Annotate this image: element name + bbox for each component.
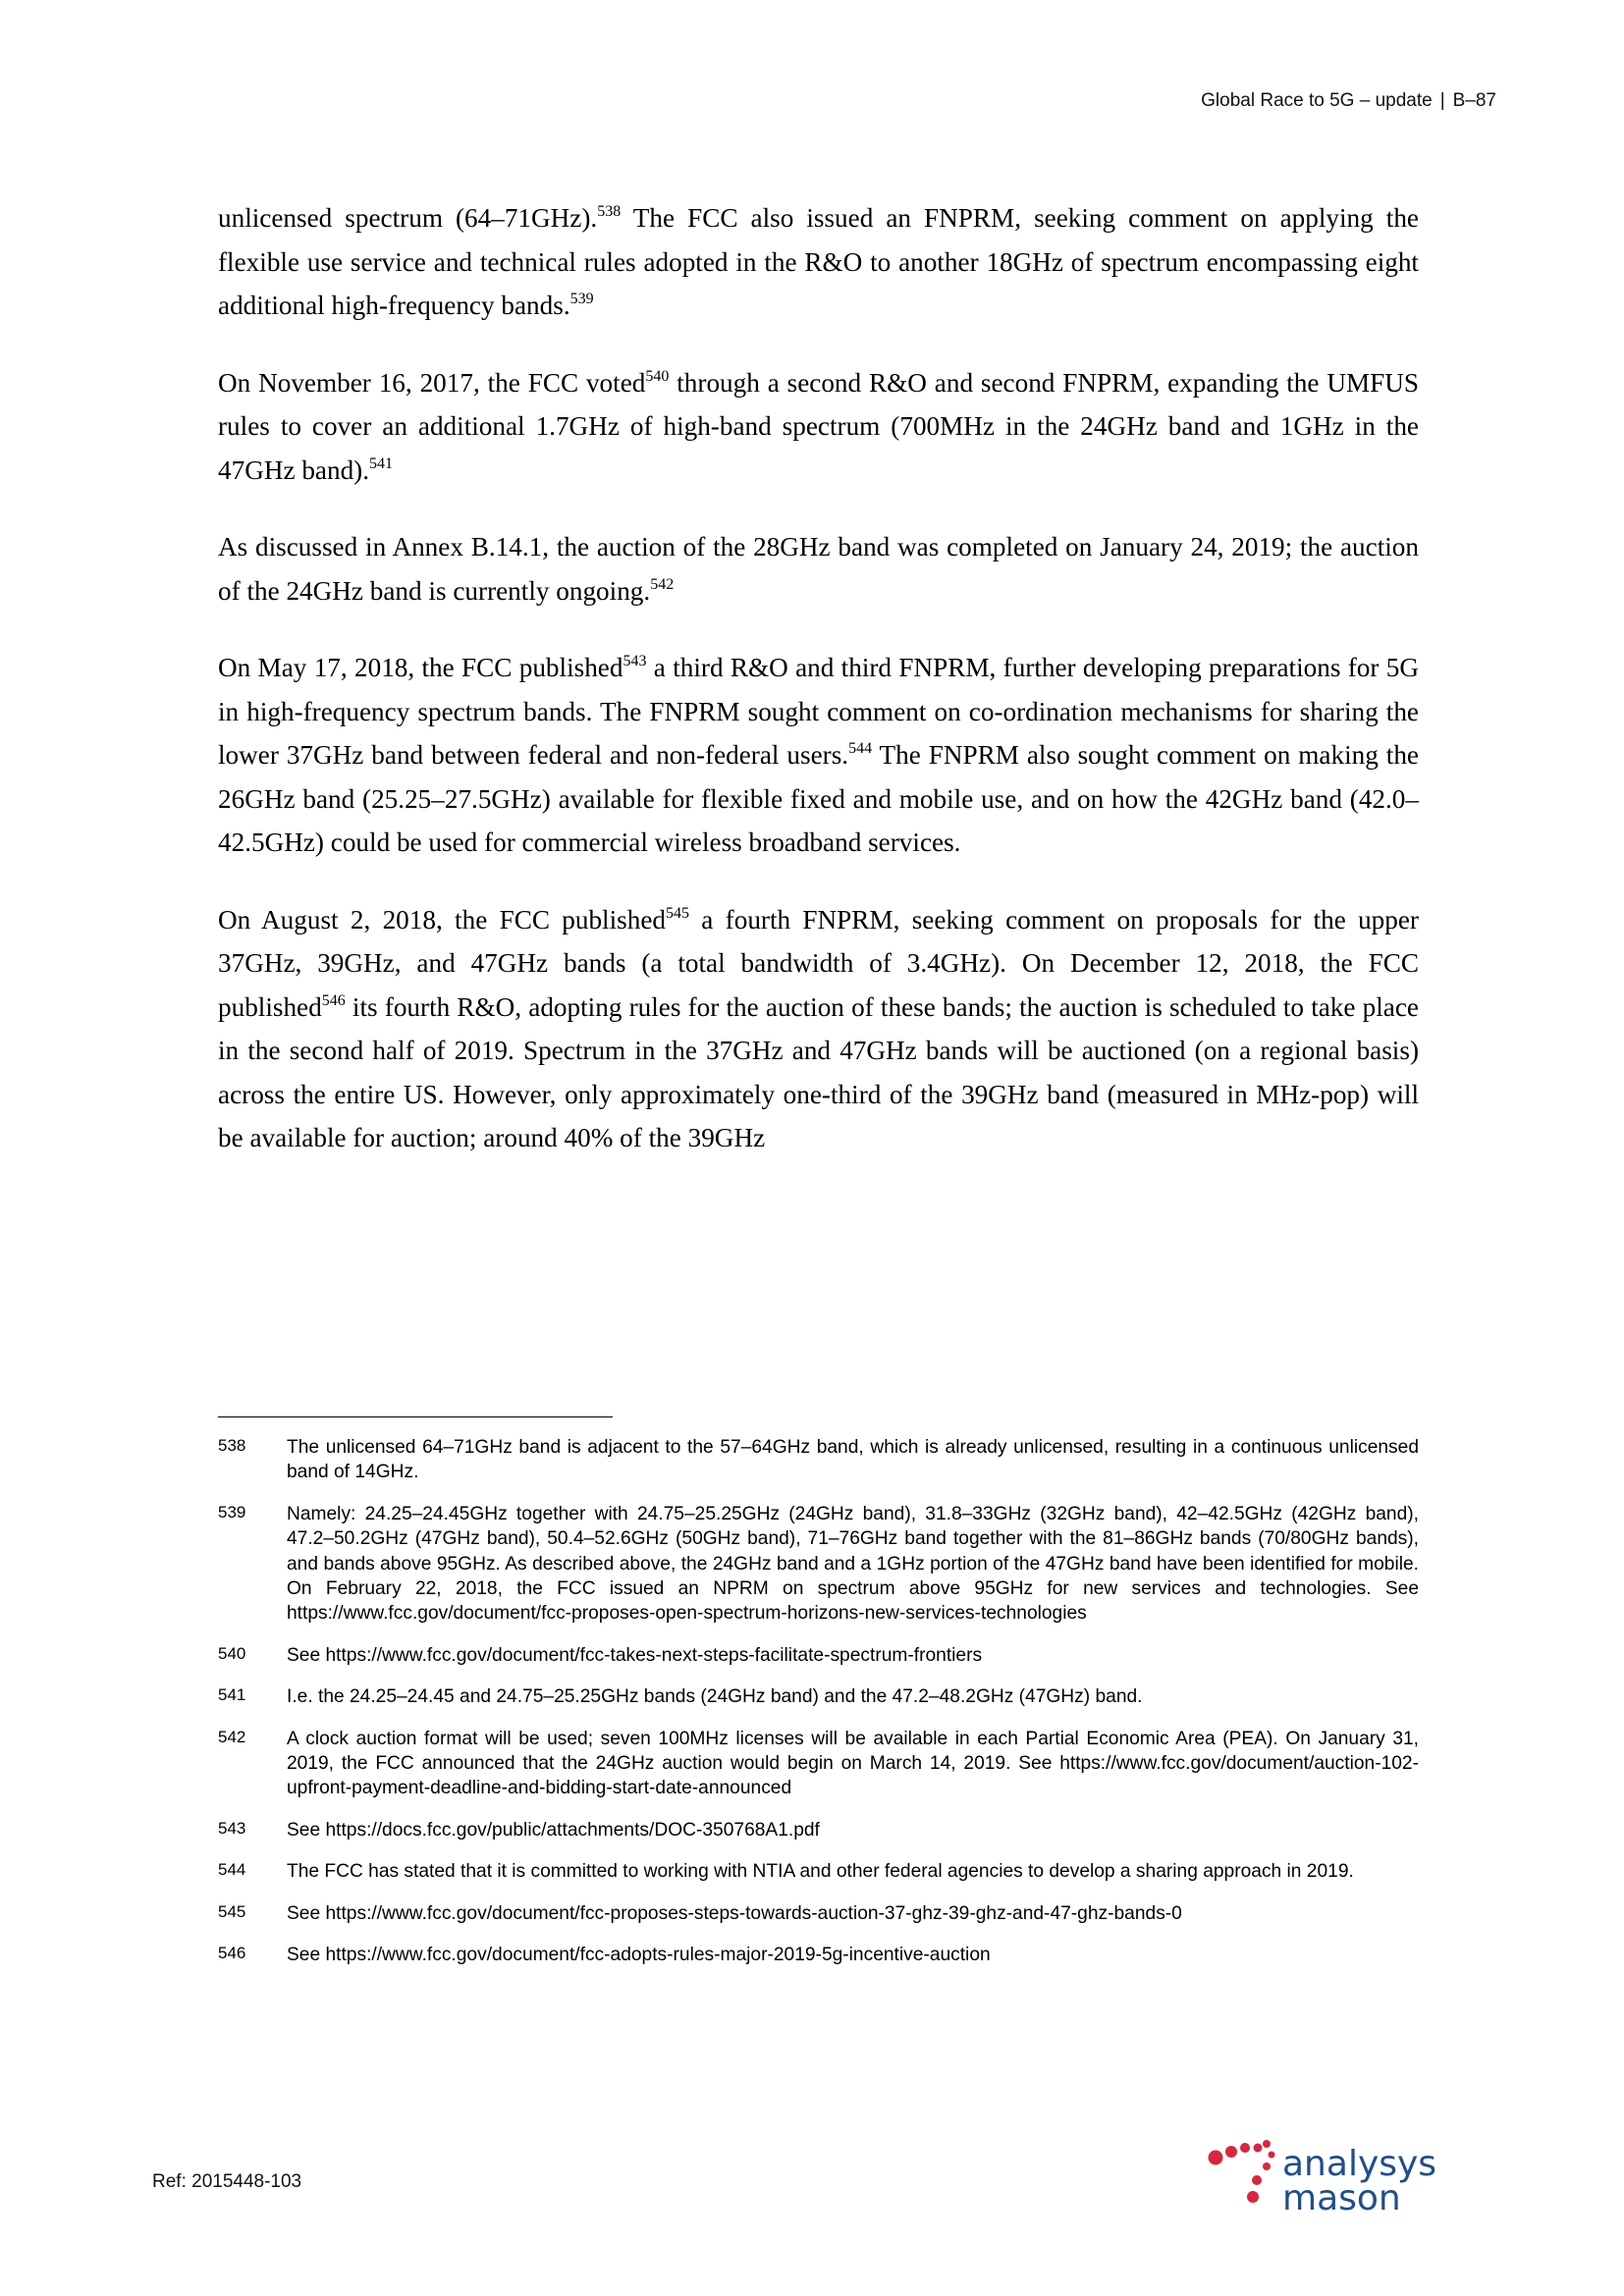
body-paragraph <box>218 898 1419 1160</box>
footnote-text: A clock auction format will be used; seven 100MHz licenses will be available in each Partial Economic Area (PEA). On January 31, 2019, the FCC announced that the 24GHz auction would begin on March 14, 2019. See https://www.fcc.gov/document/auction-102-upfront-payment-deadline-and-bidding-start-date-announced <box>287 1728 1419 1799</box>
footnote-number: 545 <box>218 1901 246 1921</box>
footnote-reference: 543 <box>623 653 647 669</box>
paragraph-text: its fourth R&O, adopting rules for the auction of these bands; the auction is scheduled to take place in the second half of 2019. Spectrum in the 37GHz and 47GHz bands will be auctioned (on a regional basis) across the entire US. However, only approximately one-third of the 39GHz band (measured in MHz-pop) will be available for auction; around 40% of the 39GHz <box>218 991 1419 1152</box>
footnote-text: The unlicensed 64–71GHz band is adjacent to the 57–64GHz band, which is already unlicensed, resulting in a continuous unlicensed band of 14GHz. <box>287 1437 1419 1483</box>
logo-dot <box>1240 2143 1250 2153</box>
footnote-reference: 544 <box>848 740 873 757</box>
footnote <box>218 1943 1419 1967</box>
footnote-number: 541 <box>218 1685 246 1705</box>
footnote-number: 544 <box>218 1860 246 1880</box>
body-paragraph <box>218 196 1419 328</box>
footnote-divider <box>218 1416 613 1417</box>
footnote-number: 543 <box>218 1818 246 1838</box>
paragraph-text: a fourth FNPRM, seeking comment on proposals for the upper 37GHz, 39GHz, and 47GHz bands (a total bandwidth of 3.4GHz). On December 12, 2018, the FCC published <box>218 904 1419 1022</box>
footnote-number: 540 <box>218 1643 246 1663</box>
paragraph-text: a third R&O and third FNPRM, further developing preparations for 5G in high-frequency spectrum bands. The FNPRM sought comment on co-ordination mechanisms for sharing the lower 37GHz band between federal and non-federal users. <box>218 653 1419 770</box>
logo-dot <box>1254 2144 1263 2153</box>
footnote-text: See https://www.fcc.gov/document/fcc-takes-next-steps-facilitate-spectrum-frontiers <box>287 1644 983 1666</box>
paragraph-text: As discussed in Annex B.14.1, the auction of the 28GHz band was completed on January 24, 2019; the auction of the 24GHz band is currently ongoing. <box>218 532 1419 606</box>
header-separator: | <box>1439 90 1445 111</box>
logo-dot <box>1263 2163 1271 2170</box>
footnote-reference: 538 <box>597 203 622 220</box>
page-number: B–87 <box>1452 90 1496 111</box>
footnote <box>218 1818 1419 1842</box>
footnote-reference: 546 <box>321 991 346 1009</box>
footnote-text: See https://docs.fcc.gov/public/attachments/DOC-350768A1.pdf <box>287 1819 820 1841</box>
paragraph-text: On May 17, 2018, the FCC published <box>218 653 623 682</box>
paragraph-text: On November 16, 2017, the FCC voted <box>218 367 646 398</box>
footnote-number: 542 <box>218 1727 246 1746</box>
footnote <box>218 1502 1419 1627</box>
footnote-number: 546 <box>218 1944 246 1963</box>
logo-dot <box>1269 2152 1275 2159</box>
body-paragraph <box>218 646 1419 865</box>
body-paragraph <box>218 525 1419 613</box>
document-title: Global Race to 5G – update <box>1201 90 1433 111</box>
paragraph-text: On August 2, 2018, the FCC published <box>218 904 666 934</box>
footnote <box>218 1684 1419 1709</box>
logo-dot <box>1225 2146 1237 2158</box>
footnote-reference: 539 <box>569 291 594 307</box>
footnote-number: 538 <box>218 1436 246 1455</box>
logo-dot <box>1247 2191 1259 2203</box>
footnote <box>218 1727 1419 1801</box>
body-text <box>218 196 1419 1194</box>
footnote-reference: 541 <box>369 454 394 472</box>
body-paragraph <box>218 361 1419 493</box>
footnote-text: Namely: 24.25–24.45GHz together with 24.75–25.25GHz (24GHz band), 31.8–33GHz (32GHz band), 42–42.5GHz (42GHz band), 47.2–50.2GHz (47GHz band), 50.4–52.6GHz (50GHz band), 71–76GHz band together with the 81–86GHz bands (70/80GHz bands), and bands above 95GHz. As described above, the 24GHz band and a 1GHz portion of the 47GHz band have been identified for mobile. On February 22, 2018, the FCC issued an NPRM on spectrum above 95GHz for new services and technologies. See https://www.fcc.gov/document/fcc-proposes-open-spectrum-horizons-new-services-technologies <box>287 1503 1419 1625</box>
paragraph-text: unlicensed spectrum (64–71GHz). <box>218 203 598 233</box>
footnote-reference: 545 <box>666 904 689 922</box>
footnote-text: See https://www.fcc.gov/document/fcc-adopts-rules-major-2019-5g-incentive-auction <box>287 1945 991 1966</box>
paragraph-text: The FCC also issued an FNPRM, seeking comment on applying the flexible use service and technical rules adopted in the R&O to another 18GHz of spectrum encompassing eight additional high-frequency bands. <box>218 203 1419 320</box>
footnote-text: The FCC has stated that it is committed to working with NTIA and other federal agencies to develop a sharing approach in 2019. <box>287 1861 1354 1883</box>
logo-dot <box>1209 2151 1223 2165</box>
logo-dot <box>1263 2140 1271 2148</box>
footnote <box>218 1859 1419 1884</box>
footnote-text: I.e. the 24.25–24.45 and 24.75–25.25GHz bands (24GHz band) and the 47.2–48.2GHz (47GHz) band. <box>287 1686 1143 1708</box>
logo-dot <box>1252 2175 1262 2185</box>
paragraph-text: through a second R&O and second FNPRM, expanding the UMFUS rules to cover an additional 1.7GHz of high-band spectrum (700MHz in the 24GHz band and 1GHz in the 47GHz band). <box>218 367 1420 485</box>
footnote <box>218 1643 1419 1668</box>
logo-text-line2: mason <box>1282 2178 1401 2215</box>
page-header <box>1201 90 1496 112</box>
footnote-number: 539 <box>218 1502 246 1522</box>
footnotes <box>218 1435 1419 1985</box>
document-reference: Ref: 2015448-103 <box>152 2171 302 2192</box>
footnote <box>218 1901 1419 1926</box>
paragraph-text: The FNPRM also sought comment on making the 26GHz band (25.25–27.5GHz) available for flexible fixed and mobile use, and on how the 42GHz band (42.0–42.5GHz) could be used for commercial wireless broadband services. <box>218 740 1419 857</box>
footnote-reference: 542 <box>650 575 675 593</box>
footnote-text: See https://www.fcc.gov/document/fcc-proposes-steps-towards-auction-37-ghz-39-ghz-and-47-ghz-bands-0 <box>287 1902 1182 1924</box>
footnote-reference: 540 <box>645 367 670 385</box>
analysys-mason-logo <box>1206 2136 1505 2215</box>
footnote <box>218 1435 1419 1485</box>
logo-dots-icon <box>1209 2140 1275 2203</box>
logo-text-line1: analysys <box>1282 2144 1437 2184</box>
